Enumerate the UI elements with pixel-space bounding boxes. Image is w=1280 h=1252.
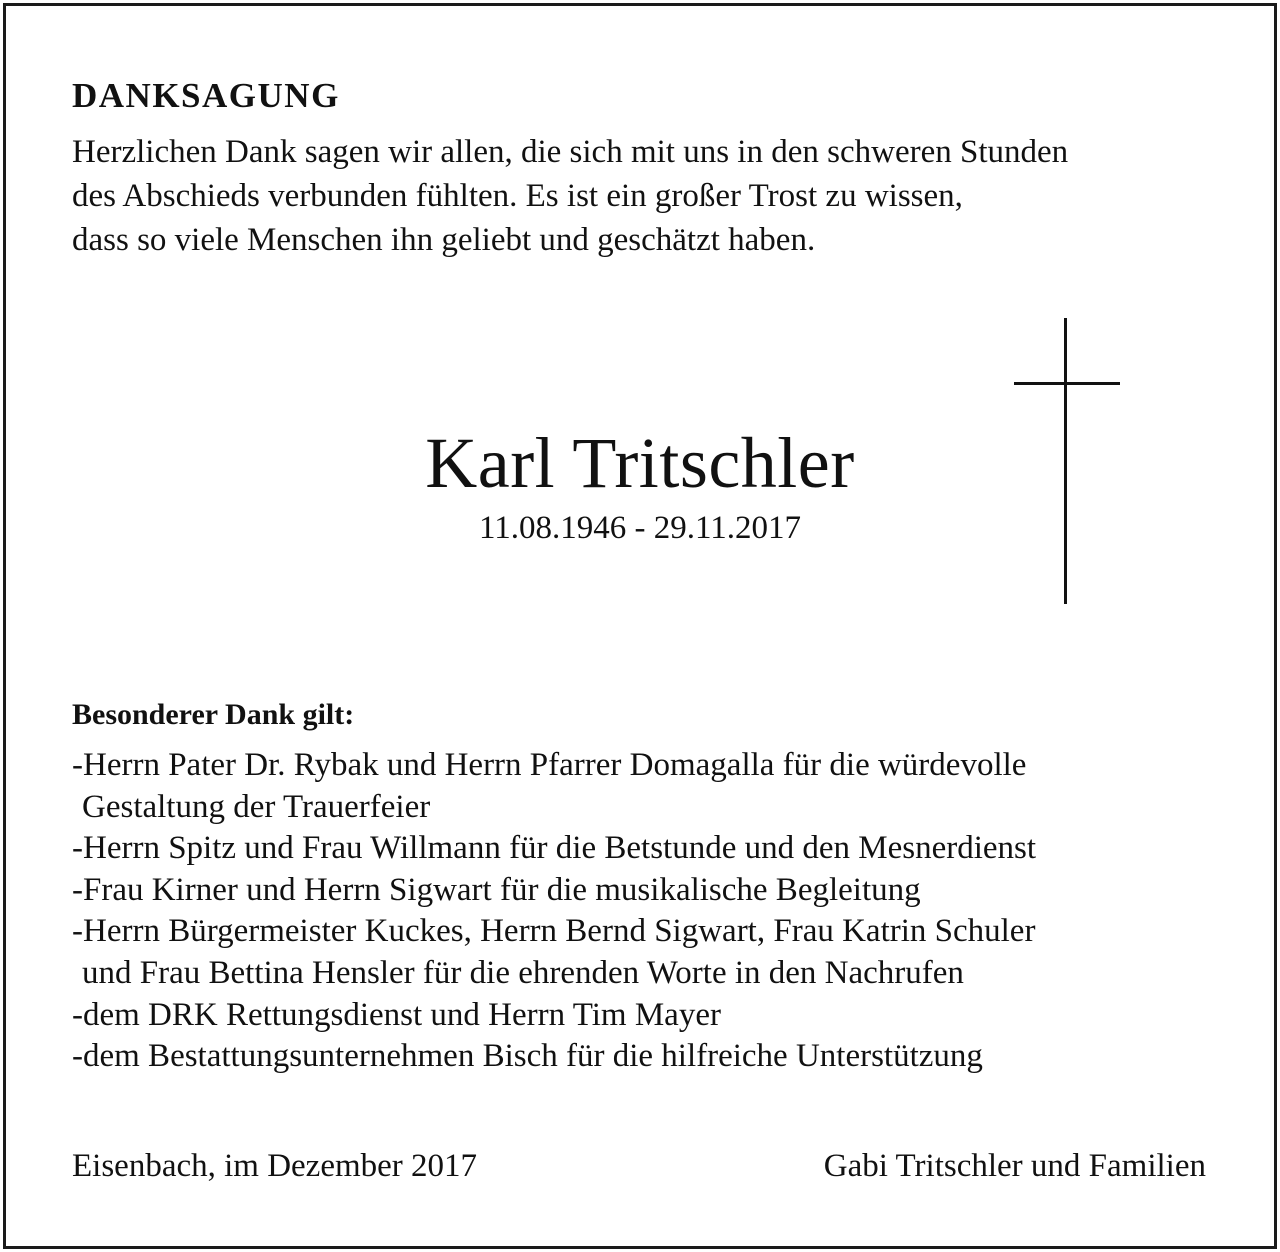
thanks-list (72, 745, 1036, 1078)
cross-vertical-bar (1064, 318, 1067, 604)
thanks-item (72, 1036, 1036, 1078)
intro-line: dass so viele Menschen ihn geliebt und geschätzt haben. (72, 222, 816, 258)
signature: Gabi Tritschler und Familien (823, 1148, 1206, 1184)
life-dates: 11.08.1946 - 29.11.2017 (478, 510, 802, 546)
thanks-item-line: -Herrn Spitz und Frau Willmann für die Betstunde und den Mesnerdienst (72, 830, 1037, 867)
thanks-title: Besonderer Dank gilt: (72, 698, 355, 731)
notice-heading: DANKSAGUNG (72, 76, 340, 115)
thanks-item-line: und Frau Bettina Hensler für die ehrenden Worte in den Nachrufen (82, 954, 964, 991)
thanks-item-line: -Herrn Bürgermeister Kuckes, Herrn Bernd Sigwart, Frau Katrin Schuler (72, 913, 1036, 950)
cross-icon (1014, 318, 1120, 606)
thanks-item-line: -Frau Kirner und Herrn Sigwart für die musikalische Begleitung (72, 871, 921, 908)
intro-text (72, 130, 1068, 262)
thanks-item (72, 995, 1036, 1037)
deceased-name: Karl Tritschler (425, 423, 855, 503)
thanks-item (72, 745, 1036, 828)
cross-horizontal-bar (1014, 382, 1120, 385)
thanks-item-line: -dem Bestattungsunternehmen Bisch für die hilfreiche Unterstützung (72, 1038, 983, 1075)
thanks-item-line: -Herrn Pater Dr. Rybak und Herrn Pfarrer Domagalla für die würdevolle (72, 747, 1027, 783)
thanks-item (72, 828, 1036, 870)
thanks-item-line: Gestaltung der Trauerfeier (82, 788, 431, 825)
place-date: Eisenbach, im Dezember 2017 (72, 1148, 478, 1184)
thanks-item (72, 911, 1036, 994)
intro-line: des Abschieds verbunden fühlten. Es ist ein großer Trost zu wissen, (72, 178, 963, 214)
intro-line: Herzlichen Dank sagen wir allen, die sich mit uns in den schweren Stunden (72, 134, 1069, 170)
thanks-item-line: -dem DRK Rettungsdienst und Herrn Tim Mayer (72, 996, 721, 1033)
thanks-item (72, 870, 1036, 912)
